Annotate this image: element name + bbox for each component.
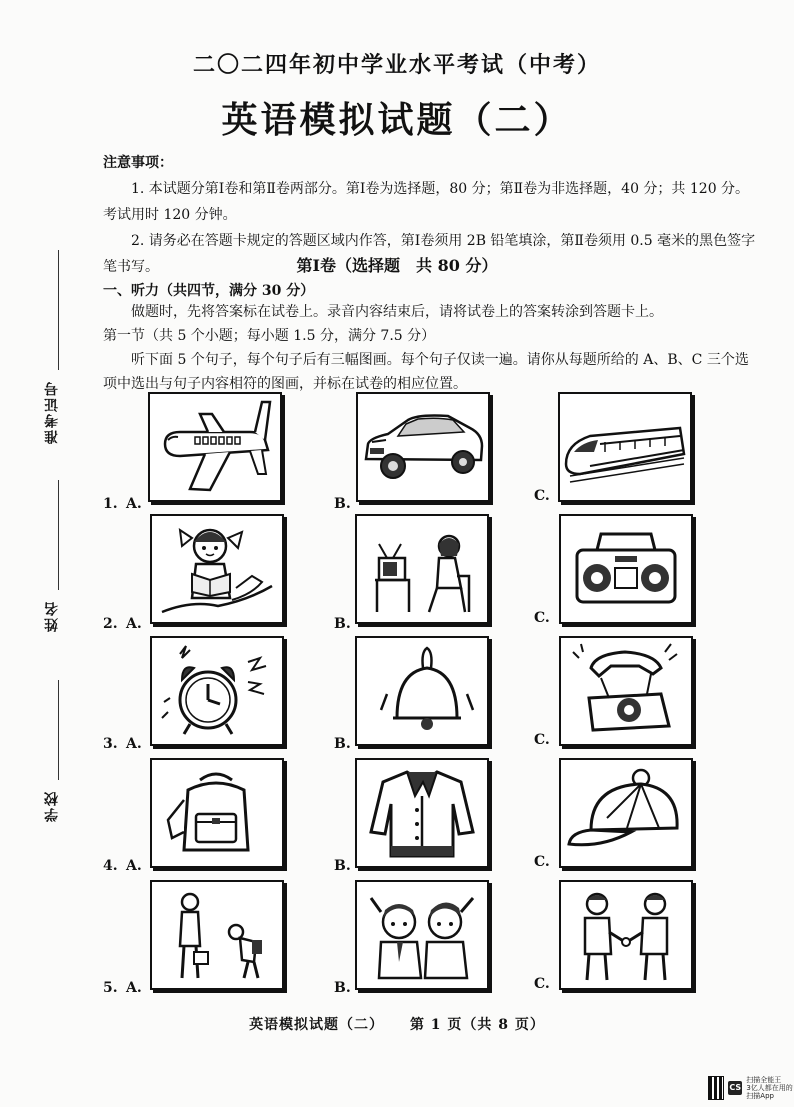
option-label: C. [534, 976, 550, 992]
binding-line [58, 250, 59, 370]
option-picture-c[interactable] [559, 758, 693, 868]
option-label: A. [126, 980, 142, 996]
subsection-instruction: 听下面 5 个句子，每个句子后有三幅图画。每个句子仅读一遍。请你从每题所给的 A、B、C 三个选项中选出与句子内容相符的图画，并标在试卷的相应位置。 [103, 352, 749, 392]
option-picture-c[interactable] [559, 880, 693, 990]
option-picture-a[interactable] [150, 880, 284, 990]
scanner-name: 扫描全能王 [746, 1076, 782, 1084]
option-label: A. [126, 496, 142, 512]
option-label: B. [334, 496, 351, 512]
waving-boys-icon [357, 882, 487, 988]
part-title: 一、听力（共四节，满分 30 分） [103, 283, 315, 299]
option-picture-b[interactable] [355, 514, 489, 624]
question-row [0, 880, 794, 996]
handshake-icon [561, 882, 691, 988]
option-picture-c[interactable] [558, 392, 692, 502]
option-label: C. [534, 610, 550, 626]
jacket-icon [357, 760, 487, 866]
page-footer [0, 1014, 794, 1034]
bell-icon [357, 638, 487, 744]
question-row [0, 636, 794, 752]
telephone-icon [561, 638, 691, 744]
scanner-watermark [708, 1076, 794, 1100]
bowing-people-icon [152, 882, 282, 988]
question-row [0, 392, 794, 512]
question-number: 3. [103, 736, 118, 752]
name-label: 姓名 [44, 600, 60, 632]
exam-id-label: 准考证号 [44, 380, 60, 444]
scanner-tagline: 3亿人都在用的扫描App [746, 1084, 793, 1100]
part-instruction-text: 做题时，先将答案标在试卷上。录音内容结束后，请将试卷上的答案转涂到答题卡上。 [131, 304, 663, 320]
option-picture-c[interactable] [559, 514, 693, 624]
backpack-icon [152, 760, 282, 866]
option-picture-b[interactable] [356, 392, 490, 502]
watching-tv-icon [357, 516, 487, 622]
page-number: 第 1 页（共 8 页） [409, 1017, 545, 1033]
option-picture-a[interactable] [148, 392, 282, 502]
option-picture-c[interactable] [559, 636, 693, 746]
option-label: B. [334, 736, 351, 752]
option-label: B. [334, 858, 351, 874]
question-row [0, 758, 794, 874]
option-label: C. [534, 854, 550, 870]
option-picture-a[interactable] [150, 636, 284, 746]
car-icon [358, 394, 488, 500]
alarm-clock-icon [152, 638, 282, 744]
school-label: 学校 [44, 790, 60, 822]
part-instruction [103, 300, 758, 396]
train-icon [560, 394, 690, 500]
option-label: B. [334, 616, 351, 632]
cap-icon [561, 760, 691, 866]
scanner-text [746, 1076, 794, 1100]
footer-title: 英语模拟试题（二） [249, 1017, 385, 1033]
notes-item-2: 2. 请务必在答题卡规定的答题区域内作答，第Ⅰ卷须用 2B 铅笔填涂，第Ⅱ卷须用 0.5 毫米的黑色签字笔书写。 [103, 233, 756, 275]
airplane-icon [150, 394, 280, 500]
section-title: 第Ⅰ卷（选择题 共 80 分） [296, 256, 498, 275]
notes-heading: 注意事项： [103, 155, 173, 171]
exam-title: 英语模拟试题（二） [221, 99, 573, 141]
option-label: A. [126, 858, 142, 874]
question-number: 4. [103, 858, 118, 874]
option-picture-b[interactable] [355, 880, 489, 990]
option-picture-a[interactable] [150, 514, 284, 624]
question-number: 5. [103, 980, 118, 996]
qr-code-icon [708, 1076, 724, 1100]
option-label: C. [534, 732, 550, 748]
exam-name: 二〇二四年初中学业水平考试（中考） [192, 52, 601, 78]
question-number: 1. [103, 496, 118, 512]
scanner-logo: CS [728, 1081, 742, 1095]
subsection-title: 第一节（共 5 个小题；每小题 1.5 分，满分 7.5 分） [103, 328, 436, 344]
option-label: C. [534, 488, 550, 504]
question-number: 2. [103, 616, 118, 632]
option-label: B. [334, 980, 351, 996]
question-row [0, 514, 794, 630]
option-picture-b[interactable] [355, 758, 489, 868]
option-picture-b[interactable] [355, 636, 489, 746]
option-picture-a[interactable] [150, 758, 284, 868]
option-label: A. [126, 616, 142, 632]
radio-icon [561, 516, 691, 622]
notes-item-1: 1. 本试题分第Ⅰ卷和第Ⅱ卷两部分。第Ⅰ卷为选择题，80 分；第Ⅱ卷为非选择题，40 分；共 120 分。考试用时 120 分钟。 [103, 181, 750, 223]
girl-reading-icon [152, 516, 282, 622]
option-label: A. [126, 736, 142, 752]
